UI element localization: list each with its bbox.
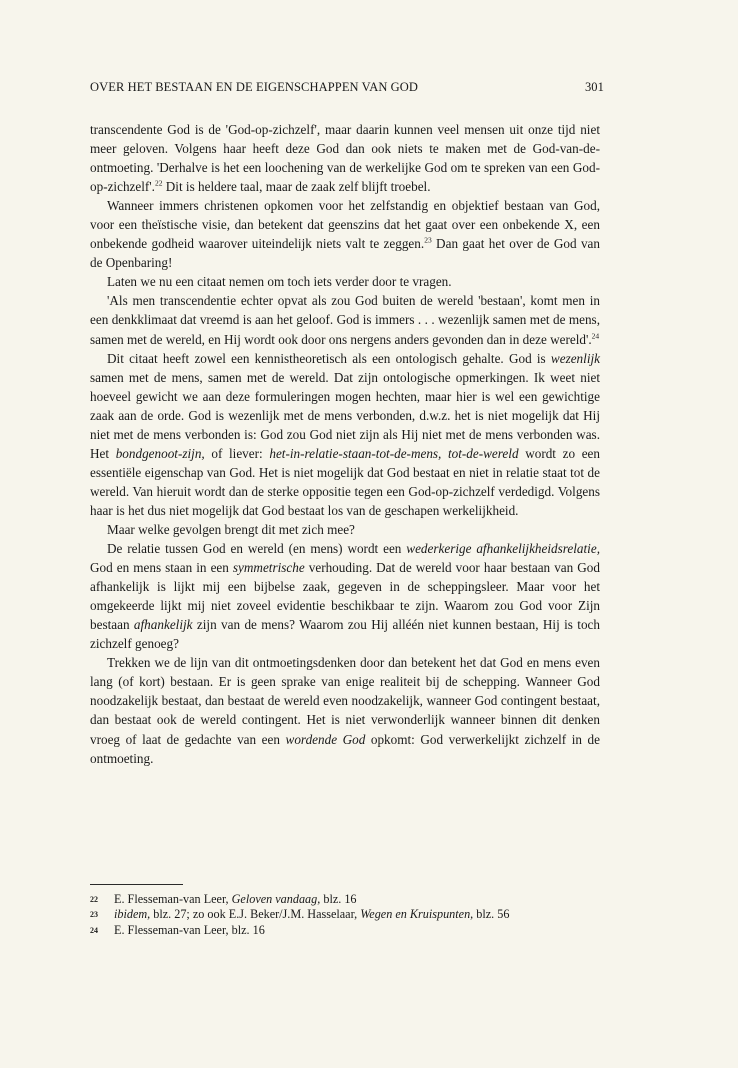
paragraph — [90, 272, 600, 291]
text-span: God en mens staan in een — [90, 560, 233, 576]
text-span: Wanneer immers christenen opkomen voor het zelfstandig en objektief bestaan van God, voor een theïstische visie, dan betekent dat geenszins dat het gaat over een onbekende X, een onbekende godheid waarover uiteindelijk niets valt te zeggen. — [90, 198, 600, 252]
italic-span: afhankelijk — [133, 617, 193, 633]
footnote-number: 23 — [90, 910, 98, 920]
paragraph — [90, 539, 600, 653]
italic-span: Geloven vandaag, — [231, 892, 321, 906]
footnote — [90, 907, 600, 922]
paragraph — [90, 291, 600, 348]
footnote-number: 22 — [90, 895, 98, 904]
text-span: Trekken we de lijn van dit ontmoetingsdenken door dan betekent het dat God en mens even lang (of kort) bestaan. Er is geen sprake van enige realiteit bij de schepping. Wanneer God noodzakelijk bestaat, dan bestaat de wereld even noodzakelijk, wanneer God contingent bestaat, dan bestaat ook de wereld contingent. Het is niet verwonderlijk wanneer binnen dit denken vroeg of laat de gedachte van een — [90, 655, 600, 747]
running-title: OVER HET BESTAAN EN DE EIGENSCHAPPEN VAN GOD — [90, 80, 419, 94]
footnote-ref: 24 — [591, 331, 600, 341]
text-span: blz. 27; zo ook E.J. Beker/J.M. Hasselaar, — [150, 907, 361, 922]
paragraph — [90, 196, 600, 272]
text-span: blz. 16 — [320, 892, 357, 906]
text-span: verhouding. Dat de wereld voor haar bestaan van God afhankelijk is lijkt mij een bijbelse zaak, gegeven in de scheppingsleer. Maar voor het omgekeerde lijkt mij niet zoveel evidentie beschikbaar te zijn. Waarom zou God voor Zijn bestaan — [90, 560, 600, 633]
italic-span: bondgenoot-zijn, — [115, 445, 205, 461]
italic-span: wederkerige afhankelijkheidsrelatie, — [406, 541, 600, 557]
footnote-number: 24 — [90, 925, 98, 935]
italic-span: symmetrische — [232, 560, 305, 576]
text-span: E. Flesseman-van Leer, — [114, 892, 232, 906]
italic-span: ibidem, — [114, 907, 151, 922]
text-span: E. Flesseman-van Leer, blz. 16 — [114, 922, 265, 937]
text-span: samen met de mens, samen met de wereld. Dat zijn ontologische opmerkingen. Ik weet niet hoeveel gewicht we aan deze formuleringen mogen hechten, maar hier is wel een gewichtige zaak aan de orde. God is wezenlijk met de mens verbonden, d.w.z. het is niet mogelijk dat Hij niet met de mens verbonden is: God zou God niet zijn als Hij niet met de mens verbonden was. Het — [90, 369, 600, 461]
text-span: transcendente God is de 'God-op-zichzelf', maar daarin kunnen veel mensen uit onze tijd niet meer geloven. Volgens haar heeft deze God dan ook niets te maken met de God-van-de-ontmoeting. 'Derhalve is het een loochening van de werkelijke God om te spreken van een God-op-zichzelf'. — [90, 122, 600, 195]
text-span: blz. 56 — [473, 907, 510, 922]
paragraph — [90, 349, 600, 520]
text-span: opkomt: God verwerkelijkt zichzelf in de ontmoeting. — [90, 731, 600, 766]
italic-span: wezenlijk — [550, 350, 600, 366]
italic-span: het-in-relatie-staan-tot-de-mens, tot-de-wereld — [269, 445, 519, 461]
text-span: zijn van de mens? Waarom zou Hij alléén niet kunnen bestaan, Hij is toch zichzelf genoeg? — [90, 617, 600, 652]
italic-span: wordende God — [285, 731, 366, 747]
footnote-ref: 22 — [154, 178, 163, 188]
paragraph — [90, 520, 600, 539]
italic-span: Wegen en Kruispunten, — [360, 907, 474, 922]
footnote-text — [114, 907, 509, 921]
paragraph — [90, 653, 600, 767]
page-number: 301 — [584, 80, 604, 94]
footnotes — [90, 892, 600, 938]
footnote — [90, 923, 600, 938]
footnote-text — [114, 923, 265, 937]
footnote — [90, 892, 600, 907]
text-span: wordt zo een essentiële eigenschap van God. Het is niet mogelijk dat God bestaat en niet in relatie staat tot de wereld. Van hieruit wordt dan de sterke oppositie tegen een God-op-zichzelf verdedigd. Volgens haar is het dus niet mogelijk dat God bestaat los van de geschapen werkelijkheid. — [90, 445, 601, 518]
footnote-divider — [90, 884, 183, 885]
text-span: Dit citaat heeft zowel een kennistheoretisch als een ontologisch gehalte. God is — [107, 350, 551, 366]
text-span: De relatie tussen God en wereld (en mens) wordt een — [107, 541, 407, 557]
text-span: Laten we nu een citaat nemen om toch iets verder door te vragen. — [107, 274, 452, 290]
text-span: 'Als men transcendentie echter opvat als zou God buiten de wereld 'bestaan', komt men in een denkklimaat dat vreemd is aan het geloof. God is immers . . . wezenlijk samen met de mens, samen met de wereld, en Hij wordt ook door ons nergens anders gevonden dan in deze wereld'. — [90, 293, 600, 347]
paragraph — [90, 120, 600, 196]
body-text — [90, 120, 600, 768]
footnote-ref: 23 — [424, 235, 432, 245]
text-span: Dit is heldere taal, maar de zaak zelf blijft troebel. — [162, 179, 431, 195]
text-span: Dan gaat het over de God van de Openbaring! — [90, 236, 600, 271]
text-span: Maar welke gevolgen brengt dit met zich mee? — [107, 521, 355, 537]
footnote-text — [114, 892, 357, 906]
text-span: of liever: — [204, 445, 270, 461]
